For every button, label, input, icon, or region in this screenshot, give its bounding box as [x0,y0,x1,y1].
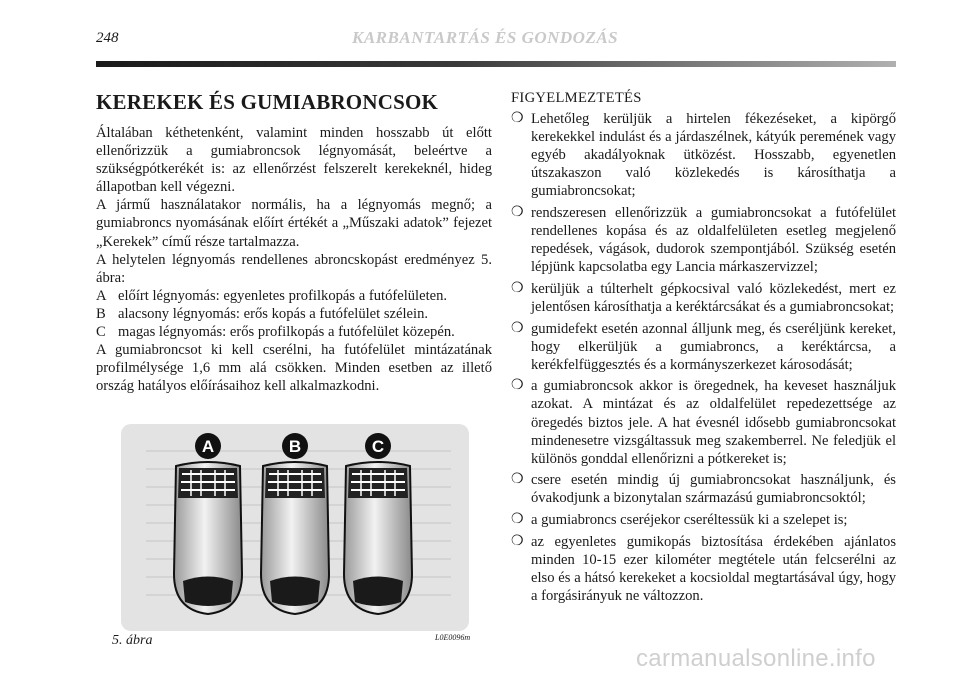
list-item-b [96,305,492,323]
warning-bullet [511,377,896,467]
list-key: A [96,287,107,304]
bullet-text: a gumiabroncsok akkor is öregednek, ha keveset használjuk azokat. A mintázat és az oldalfelület repedezettsége az öregedés biztos jele. A hat évesnél idősebb gumiabroncsokat mindenesetre vizsgáltassuk meg szakemberrel. Ne feledjük el különös gonddal ellenőrizni a pótkereket is; [531,378,896,467]
bullet-text: az egyenletes gumikopás biztosítása érdekében ajánlatos minden 10-15 ezer kilométer megtétele után felcserélni az elso és a hátsó kerekeket a kocsioldal megtartásával úgy, hogy a forgásirányuk ne változzon. [531,533,896,604]
bullet-text: csere esetén mindig új gumiabroncsokat használjunk, és óvakodjunk a bizonytalan származású gumiabroncsoktól; [531,472,896,507]
bullet-marker: ❍ [511,204,524,220]
bullet-marker: ❍ [511,533,524,549]
watermark: carmanualsonline.info [636,645,876,672]
bullet-marker: ❍ [511,280,524,296]
label-b: B [288,437,302,456]
paragraph-1: Általában kéthetenként, valamint minden hosszabb út előtt ellenőrizzük a gumiabroncsok légnyomását, beleértve a szükségpótkerékét is: az ellenőrzést felszerelt kerekeknél, hideg állapotban kell végezni. [96,125,492,196]
bullet-text: Lehetőleg kerüljük a hirtelen fékezéseket, a kipörgő kerekekkel indulást és a járdaszélnek, kátyúk peremének vagy egyéb akadályoknak ütközést. Hosszabb, egyenetlen útszakaszon való közlekedés is károsíthatja a gumiabroncsokat; [531,111,896,200]
warning-bullet [511,533,896,605]
list-text: előírt légnyomás: egyenletes profilkopás a futófelületen. [118,287,448,304]
warning-bullet [511,471,896,507]
left-column [96,90,492,395]
warning-bullet [511,204,896,276]
right-column [511,90,896,608]
figure-code: L0E0096m [435,633,471,642]
label-a: A [201,437,215,456]
warning-bullet [511,280,896,316]
page-number: 248 [96,30,119,46]
list-text: alacsony légnyomás: erős kopás a futófelület szélein. [118,305,429,322]
bullet-marker: ❍ [511,511,524,527]
paragraph-3: A helytelen légnyomás rendellenes abroncskopást eredményez 5. ábra: [96,251,492,286]
paragraph-4: A gumiabroncsot ki kell cserélni, ha futófelület mintázatának profilmélysége 1,6 mm alá csökken. Minden esetben az illető ország hatályos előírásaihoz kell alkalmazkodni. [96,342,492,395]
tire-b [261,433,329,614]
list-item-a [96,287,492,305]
tire-wear-figure [121,424,469,631]
label-c: C [371,437,385,456]
bullet-marker: ❍ [511,320,524,336]
bullet-text: gumidefekt esetén azonnal álljunk meg, és cseréljünk kereket, hogy elkerüljük a gumiabroncs, a keréktárcsa, a kerékfelfüggesztés és a kormányszerkezet károsodását; [531,320,896,373]
warning-title: FIGYELMEZTETÉS [511,90,642,106]
list-key: B [96,305,106,322]
figure-caption: 5. ábra [112,633,153,648]
warning-bullet [511,320,896,374]
bullet-marker: ❍ [511,378,524,394]
list-key: C [96,324,106,341]
section-heading: KEREKEK ÉS GUMIABRONCSOK [96,90,439,114]
header-rule [96,61,896,67]
bullet-text: a gumiabroncs cseréjekor cseréltessük ki a szelepet is; [531,511,848,528]
list-text: magas légnyomás: erős profilkopás a futófelület közepén. [118,324,455,341]
paragraph-2: A jármű használatakor normális, ha a légnyomás megnő; a gumiabroncs nyomásának előírt értékét a „Műszaki adatok” fejezet „Kerekek” című része tartalmazza. [96,197,492,250]
bullet-marker: ❍ [511,111,524,126]
warning-bullet [511,511,896,529]
warning-bullet [511,110,896,200]
list-item-c [96,323,492,341]
bullet-marker: ❍ [511,472,524,488]
tire-wear-illustration [121,424,469,631]
bullet-text: kerüljük a túlterhelt gépkocsival való közlekedést, mert ez jelentősen károsíthatja a keréktárcsákat és a gumiabroncsokat; [531,280,896,315]
tire-a [174,433,242,614]
tire-c [344,433,412,614]
running-header: KARBANTARTÁS ÉS GONDOZÁS [352,28,619,47]
bullet-text: rendszeresen ellenőrizzük a gumiabroncsokat a futófelület rendellenes kopása és az oldalfelületen esetleg megjelenő repedések, vágások, dudorok szempontjából. Szükség esetén lépjünk kapcsolatba egy Lancia márkaszervizzel; [531,204,896,276]
